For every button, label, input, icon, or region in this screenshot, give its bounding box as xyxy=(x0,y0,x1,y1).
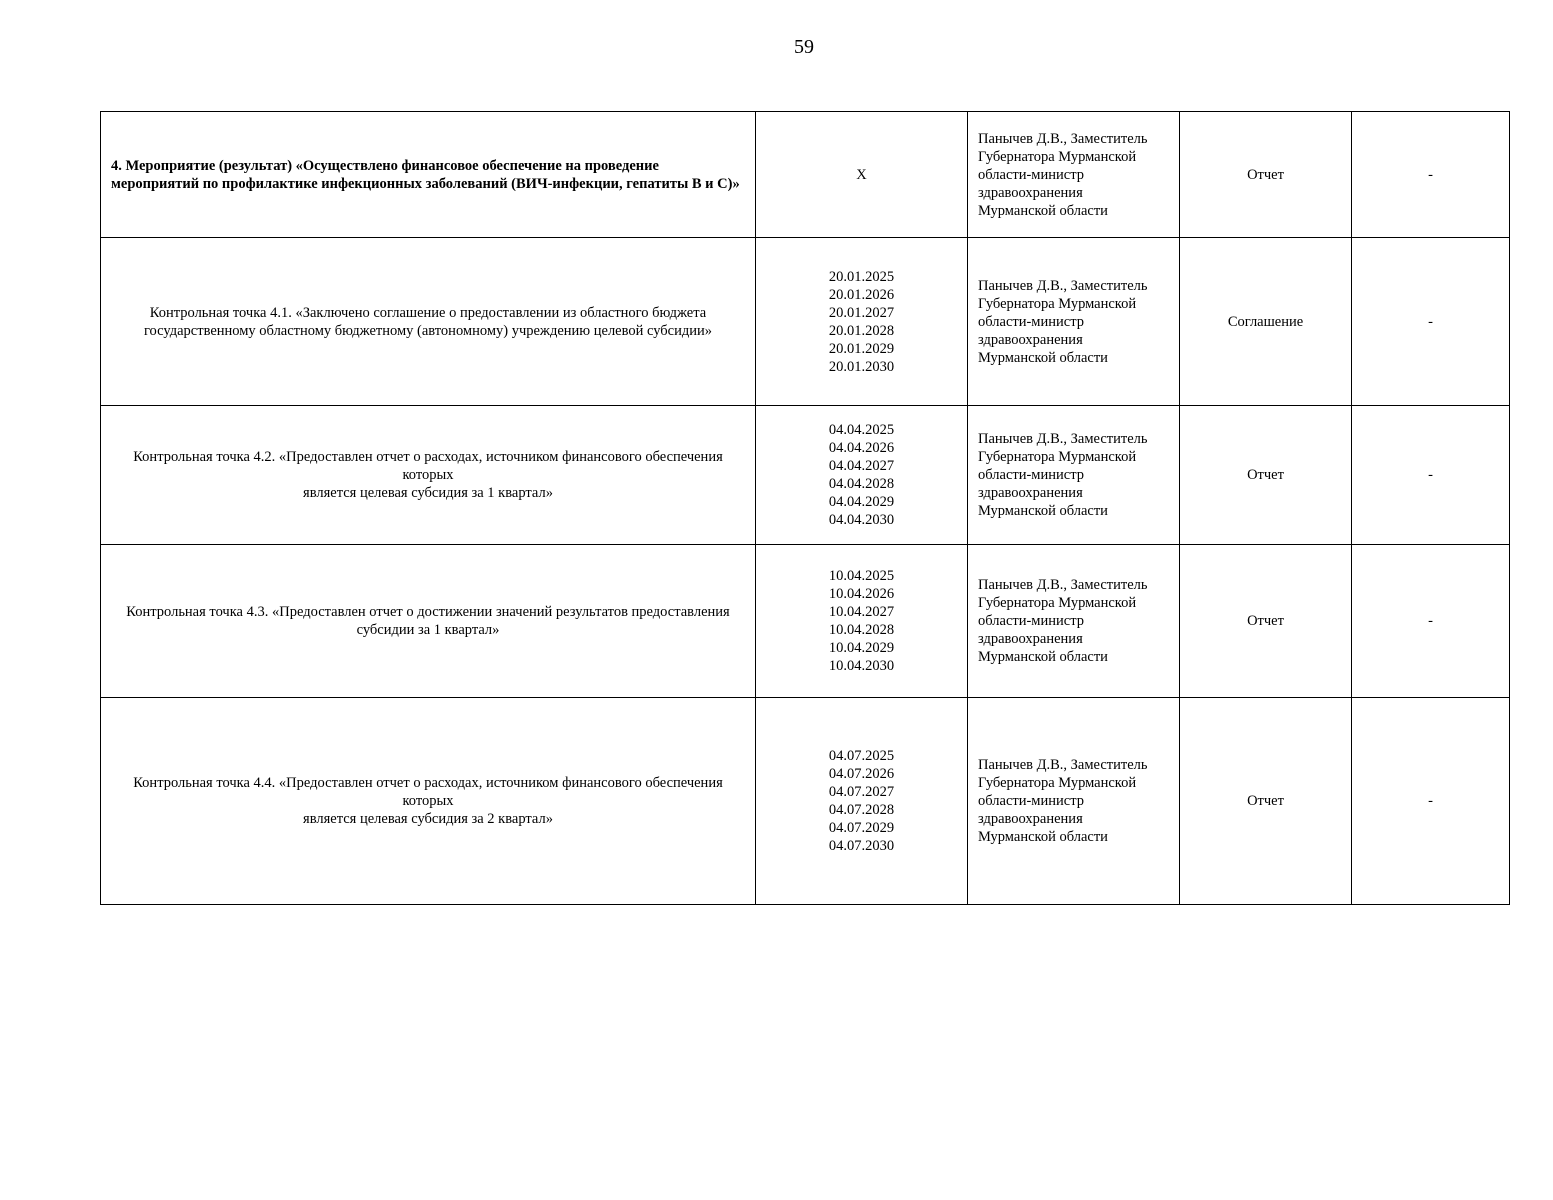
responsible-cell xyxy=(968,238,1180,406)
deadline-cell xyxy=(756,698,968,905)
deadline-cell xyxy=(756,238,968,406)
document-type-cell: Отчет xyxy=(1180,698,1352,905)
cell-text-line: 04.07.2026 xyxy=(828,766,895,782)
event-name-cell xyxy=(101,112,756,238)
cell-text-line: Панычев Д.В., Заместитель xyxy=(978,431,1148,447)
cell-text-line: 10.04.2027 xyxy=(828,604,895,620)
cell-text-line: области-министр xyxy=(978,793,1084,809)
info-system-cell: - xyxy=(1352,545,1510,698)
responsible-cell xyxy=(968,545,1180,698)
control-point-name-cell xyxy=(101,238,756,406)
cell-text-line: Губернатора Мурманской xyxy=(978,449,1137,465)
cell-text-line: 04.07.2028 xyxy=(828,802,895,818)
cell-text-line: Мурманской области xyxy=(978,829,1108,845)
cell-text-line: Контрольная точка 4.3. «Предоставлен отчет о достижении значений результатов предоставления субсидии за 1 квартал» xyxy=(126,604,730,638)
cell-text-line: Мурманской области xyxy=(978,503,1108,519)
info-system-cell: - xyxy=(1352,698,1510,905)
document-type-cell: Отчет xyxy=(1180,545,1352,698)
cell-text-line: 20.01.2030 xyxy=(828,358,895,375)
cell-text-line: Губернатора Мурманской xyxy=(978,595,1137,611)
table-row xyxy=(101,406,1510,545)
table-row xyxy=(101,112,1510,238)
plan-table xyxy=(100,111,1510,905)
cell-text-line: является целевая субсидия за 2 квартал» xyxy=(303,811,553,827)
cell-text-line: 4. Мероприятие (результат) «Осуществлено финансовое обеспечение на проведение мероприятий по профилактике инфекционных заболеваний (ВИЧ-инфекции, гепатиты В и С)» xyxy=(111,157,740,192)
deadline-cell xyxy=(756,112,968,238)
responsible-cell xyxy=(968,406,1180,545)
cell-text-line: здравоохранения xyxy=(978,331,1083,348)
cell-text-line: Мурманской области xyxy=(978,349,1108,366)
cell-text-line: здравоохранения xyxy=(978,811,1083,827)
cell-text-line: Мурманской области xyxy=(978,202,1108,219)
cell-text-line: 04.04.2026 xyxy=(828,440,895,456)
cell-text-line: Мурманской области xyxy=(978,649,1108,665)
cell-text-line: области-министр xyxy=(978,613,1084,629)
cell-text-line: Контрольная точка 4.2. «Предоставлен отчет о расходах, источником финансового обеспечения которых xyxy=(133,449,723,483)
deadline-cell xyxy=(756,406,968,545)
cell-text-line: здравоохранения xyxy=(978,184,1083,201)
cell-text-line: 10.04.2025 xyxy=(828,568,895,584)
info-system-cell: - xyxy=(1352,112,1510,238)
cell-text-line: 04.04.2028 xyxy=(828,476,895,492)
cell-text-line: Контрольная точка 4.4. «Предоставлен отчет о расходах, источником финансового обеспечения которых xyxy=(133,775,723,809)
document-type-cell: Отчет xyxy=(1180,406,1352,545)
cell-text-line: 20.01.2025 xyxy=(828,268,895,285)
cell-text-line: 20.01.2028 xyxy=(828,322,895,339)
cell-text-line: Панычев Д.В., Заместитель xyxy=(978,277,1148,294)
cell-text-line: Губернатора Мурманской xyxy=(978,295,1137,312)
cell-text-line: является целевая субсидия за 1 квартал» xyxy=(303,485,553,501)
cell-text-line: 10.04.2028 xyxy=(828,622,895,638)
table-row xyxy=(101,238,1510,406)
cell-text-line: 20.01.2029 xyxy=(828,340,895,357)
cell-text-line: 04.07.2025 xyxy=(828,748,895,764)
cell-text-line: Панычев Д.В., Заместитель xyxy=(978,757,1148,773)
cell-text-line: 10.04.2029 xyxy=(828,640,895,656)
cell-text-line: 04.04.2025 xyxy=(828,422,895,438)
info-system-cell: - xyxy=(1352,238,1510,406)
deadline-cell xyxy=(756,545,968,698)
cell-text-line: 20.01.2027 xyxy=(828,304,895,321)
table-row xyxy=(101,545,1510,698)
cell-text-line: 20.01.2026 xyxy=(828,286,895,303)
cell-text-line: 04.07.2029 xyxy=(828,820,895,836)
cell-text-line: 04.04.2029 xyxy=(828,494,895,510)
cell-text-line: 10.04.2030 xyxy=(828,658,895,674)
page-number: 59 xyxy=(794,36,814,58)
control-point-name-cell xyxy=(101,406,756,545)
cell-text-line: 04.07.2027 xyxy=(828,784,895,800)
control-point-name-cell xyxy=(101,698,756,905)
cell-text-line: Панычев Д.В., Заместитель xyxy=(978,130,1148,147)
cell-text-line: Губернатора Мурманской xyxy=(978,148,1137,165)
cell-text-line: здравоохранения xyxy=(978,485,1083,501)
document-type-cell: Отчет xyxy=(1180,112,1352,238)
responsible-cell xyxy=(968,112,1180,238)
cell-text-line: 10.04.2026 xyxy=(828,586,895,602)
cell-text-line: Панычев Д.В., Заместитель xyxy=(978,577,1148,593)
responsible-cell xyxy=(968,698,1180,905)
table-row xyxy=(101,698,1510,905)
cell-text-line: области-министр xyxy=(978,313,1084,330)
plan-table-body xyxy=(101,112,1510,905)
document-type-cell: Соглашение xyxy=(1180,238,1352,406)
cell-text-line: области-министр xyxy=(978,467,1084,483)
cell-text-line: 04.07.2030 xyxy=(828,838,895,854)
cell-text-line: области-министр xyxy=(978,166,1084,183)
cell-text-line: здравоохранения xyxy=(978,631,1083,647)
cell-text-line: 04.04.2027 xyxy=(828,458,895,474)
cell-text-line: Контрольная точка 4.1. «Заключено соглашение о предоставлении из областного бюджета государственному областному бюджетному (автономному) учреждению целевой субсидии» xyxy=(143,304,713,339)
cell-text-line: 04.04.2030 xyxy=(828,512,895,528)
cell-text-line: X xyxy=(856,166,867,183)
control-point-name-cell xyxy=(101,545,756,698)
cell-text-line: Губернатора Мурманской xyxy=(978,775,1137,791)
info-system-cell: - xyxy=(1352,406,1510,545)
